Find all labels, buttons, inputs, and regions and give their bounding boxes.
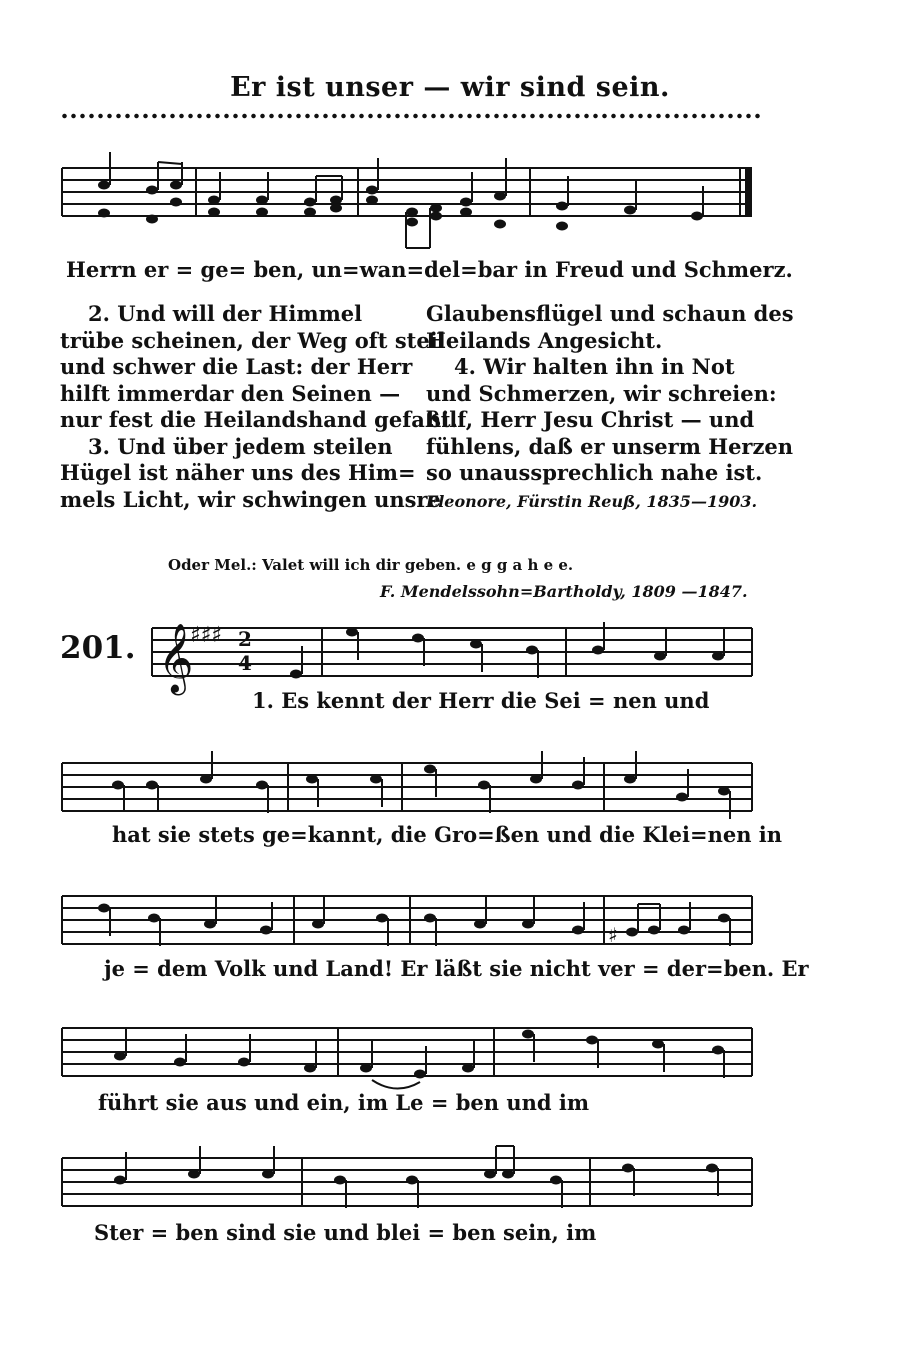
verse-line: trübe scheinen, der Weg oft steil [60, 327, 446, 353]
verses-left-column [60, 301, 458, 513]
verse-line: mels Licht, wir schwingen unsre [60, 486, 441, 512]
verse-line: Hügel ist näher uns des Him= [60, 460, 416, 485]
music-staff-4 [0, 1010, 900, 1100]
hymn-number: 201. [60, 630, 136, 666]
verse-line: und Schmerzen, wir schreien: [426, 380, 777, 406]
music-staff-top [0, 150, 900, 240]
verse-line: so unaussprechlich nahe ist. [426, 460, 763, 485]
hymn-lyric-line-2: hat sie stets ge=kannt, die Gro=ßen und die Klei=nen in [112, 822, 783, 847]
verse-line: 4. Wir halten ihn in Not [454, 354, 735, 379]
verse-line: fühlens, daß er unserm Herzen [426, 433, 794, 459]
top-tune-lyrics: Herrn er = ge= ben, un=wan=del=bar in Freud und Schmerz. [66, 257, 793, 282]
svg-text:4: 4 [238, 651, 252, 675]
svg-text:♯: ♯ [608, 923, 618, 947]
verse-line: 2. Und will der Himmel [88, 301, 363, 326]
alternate-melody: Oder Mel.: Valet will ich dir geben. e g g a h e e. [168, 556, 574, 574]
music-staff-1 [0, 610, 900, 693]
verse-line: Heilands Angesicht. [426, 327, 663, 353]
hymn-lyric-line-1: 1. Es kennt der Herr die Sei = nen und [252, 688, 710, 713]
music-staff-5 [0, 1140, 900, 1220]
dotted-rule [60, 112, 760, 120]
verse-line: hilft immerdar den Seinen — [60, 380, 401, 406]
verse-line: Glaubensflügel und schaun des [426, 301, 794, 326]
page-header-title: Er ist unser — wir sind sein. [230, 72, 670, 103]
svg-text:2: 2 [238, 627, 252, 651]
verse-line: und schwer die Last: der Herr [60, 354, 413, 379]
music-staff-2 [0, 745, 900, 825]
svg-text:𝄞: 𝄞 [158, 623, 194, 693]
verse-author: Eleonore, Fürstin Reuß, 1835—1903. [426, 492, 758, 511]
hymn-lyric-line-4: führt sie aus und ein, im Le = ben und im [98, 1090, 590, 1115]
svg-text:♯♯♯: ♯♯♯ [190, 622, 222, 648]
verse-line: 3. Und über jedem steilen [88, 433, 393, 459]
verse-line: hilf, Herr Jesu Christ — und [426, 407, 755, 432]
verse-line: nur fest die Heilandshand gefaßt. [60, 407, 458, 432]
verses-right-column [426, 301, 794, 487]
hymn-lyric-line-3: je = dem Volk und Land! Er läßt sie nicht ver = der=ben. Er [104, 956, 809, 981]
music-staff-3 [0, 878, 900, 958]
composer-credit: F. Mendelssohn=Bartholdy, 1809 —1847. [380, 582, 748, 601]
hymn-lyric-line-5: Ster = ben sind sie und blei = ben sein, im [94, 1220, 597, 1245]
